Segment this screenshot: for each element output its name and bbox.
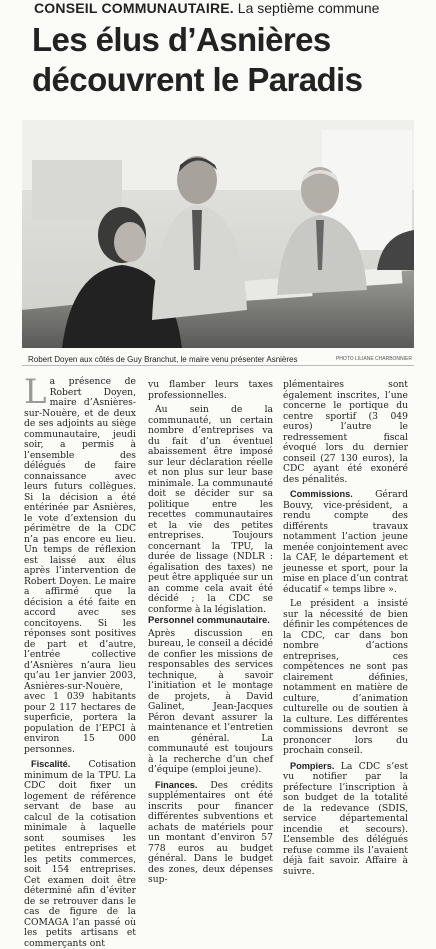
drop-cap: L: [24, 372, 47, 412]
headline: [32, 20, 432, 100]
paragraph: [24, 372, 136, 755]
section-label: CONSEIL COMMUNAUTAIRE.: [34, 0, 234, 16]
paragraph: Au sein de la communauté, un certain nombre d’entreprises va du fait d’un éventuel abaissement être imposé sur leur déclaration réelle et non plus sur leur base minimale. La communauté doit se décider sur sa politique entre les recettes communautaires et la vie des petites entreprises. Toujours concernant la TPU, la durée de lissage (NDLR : égalisation des taxes) ne peut être appliquée sur un an comme cela avait été décidé ; la CDC se conforme à la législation.: [148, 404, 273, 615]
rubric-pompiers: Pompiers.: [290, 760, 335, 771]
kicker: [34, 0, 379, 17]
photo-caption: [22, 353, 414, 366]
paragraph: Le président a insisté sur la nécessité de bien définir les compétences de la CDC, car dans bon nombre d’actions entreprises, ces compétences ne sont pas clairement définies, notamment en matière de culture, d’animation culturelle ou de soutien à la culture. Les différentes commissions devront se prononcer lors du prochain conseil.: [283, 598, 408, 756]
headline-line-1: Les élus d’Asnières: [32, 21, 331, 58]
rubric-commissions: Commissions.: [290, 489, 353, 499]
subsection-label: La septième commune: [237, 0, 380, 16]
photo-credit: PHOTO LILIANE CHARBONNIER: [335, 356, 412, 362]
rubric-fiscalite: Fiscalité.: [31, 759, 71, 769]
paragraph: [24, 759, 136, 949]
paragraph-text: Gérard Bouvy, vice-président, a rendu compte des différents travaux notamment l’action jeune menée conjointement avec la CAF, le département et jeunesse et sport, pour la mise en place d’un contrat éducatif « temps libre ».: [283, 489, 408, 595]
article-column-1: [24, 372, 136, 949]
paragraph: [283, 761, 408, 878]
paragraph: plémentaires sont également inscrites, l’une concerne le portique du centre sportif (3 049 euros) l’autre le redressement fiscal évoqué lors du dernier conseil (27 130 euros), la CDC ayant été exonéré des pénalités.: [283, 379, 408, 485]
rubric-finances: Finances.: [155, 779, 198, 790]
paragraph: vu flamber leurs taxes professionnelles.: [148, 379, 273, 401]
headline-line-2: découvrent le Paradis: [32, 61, 363, 98]
subheading-personnel: Personnel communautaire.: [148, 615, 270, 626]
article-column-3: [283, 380, 408, 877]
paragraph-text: Cotisation minimum de la TPU. La CDC doit fixer un logement de référence servant de base au calcul de la cotisation minimale à laquelle sont soumises les petites entreprises et les petits commerces, soit 154 entreprises. Cet examen doit être déterminé afin d’éviter de se retrouver dans le cas de figure de la COMAGA l’an passé où les petits artisans et commerçants ont: [24, 759, 136, 949]
article-photo: [22, 120, 414, 348]
paragraph-text: Des crédits supplémentaires ont été inscrits pour financer différentes subventions et achats de matériels pour un montant d’environ 57 778 euros au budget général. Dans le budget des zones, deux dépenses sup-: [148, 779, 274, 885]
paragraph: [148, 780, 273, 886]
paragraph-text: La CDC s’est vu notifier par la préfecture l’inscription à son budget de la totalité de la redevance (SDIS, service départemental incendie et secours). L’ensemble des délégués refuse comme ils l’avaient déjà fait savoir. Affaire à suivre.: [283, 760, 409, 877]
paragraph-text: a présence de Robert Doyen, maire d’Asnières-sur-Nouère, et de deux de ses adjoints au siège communautaire, jeudi soir, a permis à l’ensemble des délégués de faire connaissance avec leurs futurs collègues. Si la décision a été entérinée par Asnières, le vote d’extension du périmètre de la CDC n’a pas encore eu lieu. Un temps de réflexion est laissé aux élus après l’intervention de Robert Doyen. Le maire a affirmé que la décision a été faite en accord avec ses concitoyens. Si les réponses sont positives de part et d’autre, l’entrée collective d’Asnières n’aura lieu qu’au 1er janvier 2003, Asnières-sur-Nouère, avec 1 039 habitants pour 2 117 hectares de superficie, portera la population de l’EPCI à environ 15 000 personnes.: [24, 376, 136, 755]
caption-text: Robert Doyen aux côtés de Guy Branchut, le maire venu présenter Asnières: [28, 355, 298, 364]
article-column-2: [148, 380, 273, 886]
meeting-photo-illustration: [22, 120, 414, 348]
paragraph: [283, 489, 408, 595]
paragraph: Après discussion en bureau, le conseil a décidé de confier les missions de responsables des services technique, à savoir l’initiation et le montage de projets, à David Galinet, Jean-Jacques Péron devant assurer la maintenance et l’entretien en général. La communauté est toujours à la recherche d’un chef d’équipe (emploi jeune).: [148, 627, 273, 775]
